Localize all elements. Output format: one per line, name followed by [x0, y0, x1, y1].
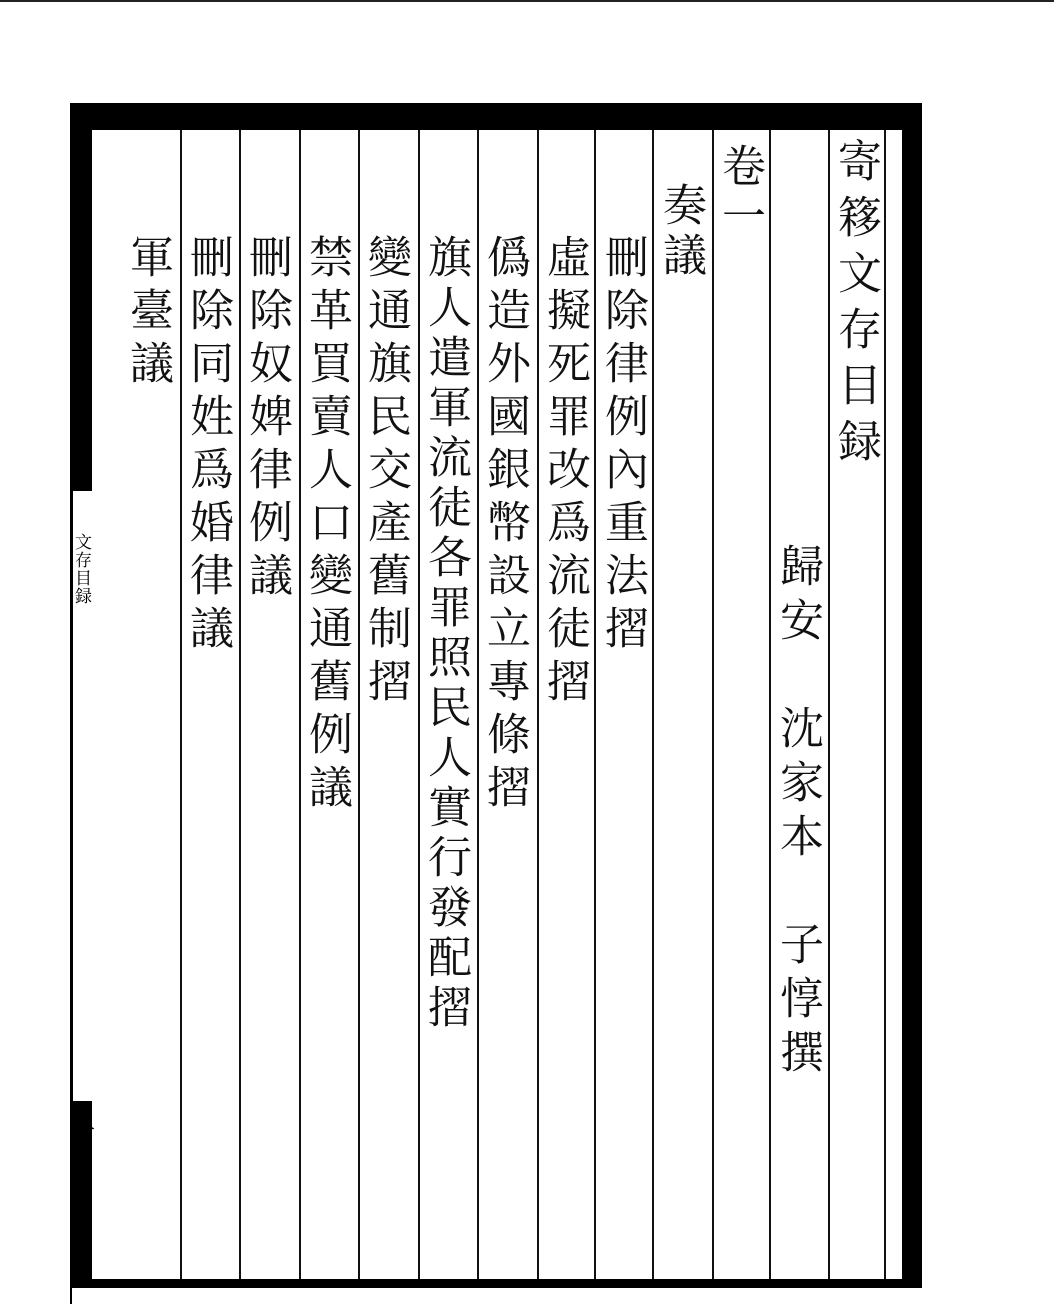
page-border	[70, 103, 922, 1288]
volume-heading: 卷一	[714, 143, 765, 243]
toc-entry: 刪除律例內重法摺	[597, 234, 648, 658]
book-title: 寄簃文存目録	[830, 138, 881, 474]
toc-entry: 變通旗民交產舊制摺	[360, 234, 411, 711]
column-rule	[712, 130, 714, 1279]
top-edge-line	[0, 0, 1054, 2]
toc-entry: 禁革買賣人口變通舊例議	[301, 234, 352, 817]
fold-margin	[70, 103, 92, 1288]
toc-entry: 旗人遣軍流徒各罪照民人實行發配摺	[420, 234, 471, 1034]
toc-entry: 刪除奴婢律例議	[241, 234, 292, 605]
column-rule	[884, 130, 886, 1279]
column-rule	[769, 130, 771, 1279]
toc-entry: 軍臺議	[122, 234, 173, 393]
section-heading: 奏議	[655, 182, 706, 282]
leaf-number: 一	[74, 1121, 94, 1138]
author-line: 歸安 沈家本 子惇撰	[772, 543, 823, 1083]
bottom-edge-line	[70, 1288, 72, 1304]
text-block	[92, 130, 902, 1279]
column-rule	[652, 130, 654, 1279]
column-rule	[594, 130, 596, 1279]
toc-entry: 虛擬死罪改爲流徒摺	[539, 234, 590, 711]
toc-entry: 僞造外國銀幣設立專條摺	[479, 234, 530, 817]
toc-entry: 刪除同姓爲婚律議	[182, 234, 233, 658]
fold-title: 文存目録	[71, 533, 91, 605]
